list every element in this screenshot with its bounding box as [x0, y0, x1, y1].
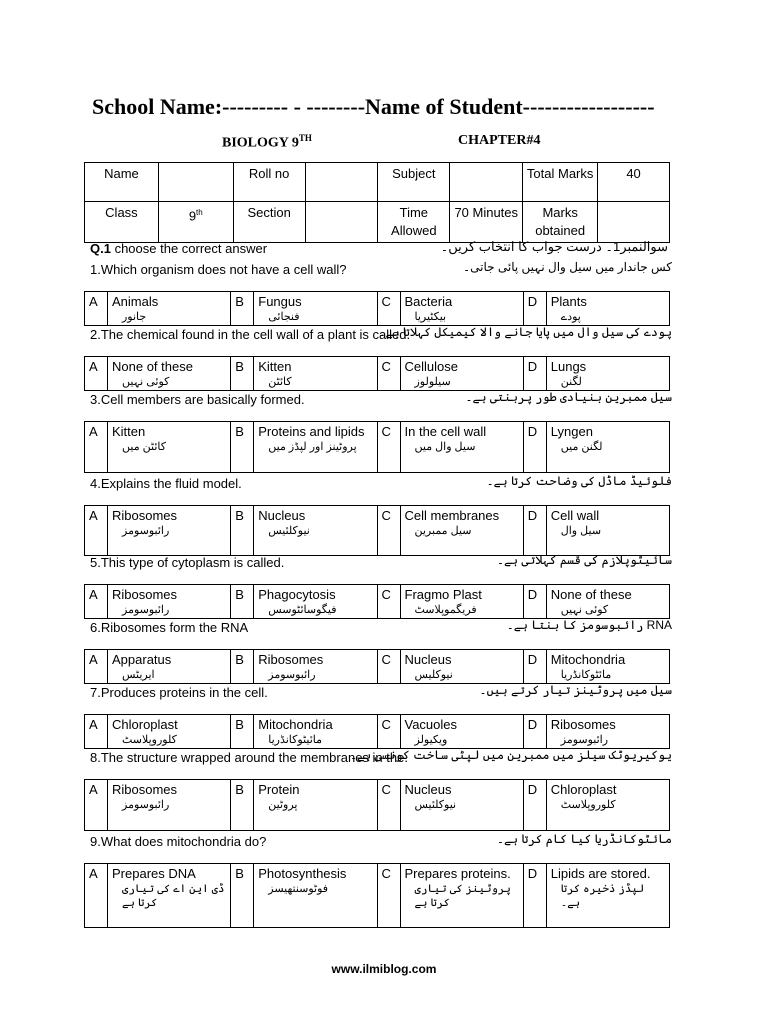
option-english: Kitten — [258, 359, 292, 374]
option-english: Ribosomes — [112, 587, 178, 602]
option-letter: A — [85, 357, 108, 391]
option-english: Apparatus — [112, 652, 172, 667]
instruction-urdu: سوالنمبر1۔ درست جواب کا انتخاب کریں۔ — [440, 239, 668, 254]
question-text: 5.This type of cytoplasm is called. — [90, 555, 285, 570]
option-english: Prepares proteins. — [404, 866, 511, 881]
option-letter: A — [85, 650, 108, 684]
option-urdu: نیوکلئیس — [414, 799, 457, 811]
option-english: Prepares DNA — [112, 866, 196, 881]
class-superscript: th — [196, 208, 203, 217]
question-text: 2.The chemical found in the cell wall of a plant is called. — [90, 327, 411, 342]
question-urdu: RNA رائبوسومز کا بنتا ہے۔ — [506, 618, 672, 632]
option-english: Fungus — [258, 294, 302, 309]
option-english: Lyngen — [550, 424, 593, 439]
question-urdu: یوکیریوٹک سیلز میں ممبرین میں لپٹی ساخت کونسی ہے۔ — [350, 748, 672, 762]
option-urdu: فنجائی — [268, 311, 300, 323]
option-english: Ribosomes — [550, 717, 616, 732]
option-urdu: جانور — [122, 311, 147, 323]
option-letter: B — [231, 422, 254, 473]
option-urdu: نیوکلیس — [414, 669, 453, 681]
option-urdu: پروٹینز اور لپڈز میں — [268, 441, 357, 453]
option-cell[interactable] — [400, 506, 523, 556]
class-value-text: 9 — [188, 208, 197, 224]
option-cell[interactable] — [108, 292, 231, 326]
option-letter: A — [85, 422, 108, 473]
option-cell[interactable] — [400, 715, 523, 749]
option-english: In the cell wall — [404, 424, 487, 439]
option-english: Animals — [112, 294, 159, 309]
option-english: Chloroplast — [112, 717, 178, 732]
option-english: Ribosomes — [258, 652, 324, 667]
marks-obtained-value-cell[interactable] — [598, 202, 670, 243]
name-label: Name — [85, 163, 159, 202]
option-english: Lipids are stored. — [550, 866, 651, 881]
options-table — [84, 584, 670, 619]
option-english: Cell membranes — [404, 508, 500, 523]
question-urdu: مائٹوکانڈریا کیا کام کرتا ہے۔ — [496, 832, 672, 846]
option-english: Lungs — [550, 359, 587, 374]
total-marks-value: 40 — [598, 163, 670, 202]
option-english: Fragmo Plast — [404, 587, 482, 602]
option-urdu: سیل وال — [560, 525, 602, 537]
subject-text: BIOLOGY 9 — [222, 135, 299, 151]
option-english: Kitten — [112, 424, 146, 439]
option-urdu: فیگوسائٹوسس — [268, 604, 337, 616]
option-cell[interactable] — [108, 650, 231, 684]
subject-heading — [222, 133, 312, 152]
option-letter: D — [523, 864, 546, 928]
option-letter: B — [231, 715, 254, 749]
option-english: Chloroplast — [550, 782, 617, 797]
option-cell[interactable] — [108, 357, 231, 391]
option-urdu: پروٹین — [268, 799, 298, 811]
option-letter: B — [231, 506, 254, 556]
option-letter: D — [523, 780, 546, 831]
time-allowed-label: Time Allowed — [378, 202, 450, 243]
options-table — [84, 291, 670, 326]
roll-no-value-cell[interactable] — [305, 163, 378, 202]
student-info-table — [84, 162, 670, 243]
option-cell[interactable] — [108, 585, 231, 619]
option-cell[interactable] — [546, 864, 669, 928]
option-cell[interactable] — [254, 506, 377, 556]
option-cell[interactable] — [400, 422, 523, 473]
option-english: Ribosomes — [112, 782, 178, 797]
option-english: Ribosomes — [112, 508, 178, 523]
option-urdu: رائبوسومز — [268, 669, 316, 681]
option-urdu: لپڈز ذخیرہ کرتا ہے۔ — [560, 883, 645, 909]
option-urdu: کلوروپلاسٹ — [560, 799, 616, 811]
option-english: Cellulose — [404, 359, 458, 374]
option-letter: A — [85, 506, 108, 556]
class-label: Class — [85, 202, 159, 243]
option-english: Proteins and lipids — [258, 424, 365, 439]
option-urdu: پودے — [560, 311, 581, 323]
option-cell[interactable] — [546, 292, 669, 326]
instruction — [90, 241, 267, 256]
marks-obtained-label: Marks obtained — [523, 202, 598, 243]
option-cell[interactable] — [254, 864, 377, 928]
roll-no-label: Roll no — [233, 163, 305, 202]
option-english: None of these — [550, 587, 632, 602]
option-english: Mitochondria — [550, 652, 626, 667]
option-english: Vacuoles — [404, 717, 458, 732]
option-urdu: مائٹوکانڈریا — [560, 669, 612, 681]
option-letter: C — [377, 715, 400, 749]
option-urdu: پروٹینز کی تیاری کرتا ہے — [414, 883, 511, 909]
option-english: Mitochondria — [258, 717, 333, 732]
option-urdu: کائٹن — [268, 376, 292, 388]
option-letter: D — [523, 506, 546, 556]
option-cell[interactable] — [546, 357, 669, 391]
option-letter: A — [85, 864, 108, 928]
footer-url: www.ilmiblog.com — [331, 962, 437, 976]
school-name-line: School Name:--------- - --------Name of Student------------------ — [92, 94, 655, 119]
option-letter: D — [523, 585, 546, 619]
time-allowed-value: 70 Minutes — [450, 202, 523, 243]
option-letter: C — [377, 292, 400, 326]
option-cell[interactable] — [546, 585, 669, 619]
option-urdu: رائبوسومز — [560, 734, 609, 746]
option-letter: A — [85, 292, 108, 326]
option-cell[interactable] — [254, 715, 377, 749]
question-urdu: سیل میں پروٹینز تیار کرتے ہیں۔ — [479, 683, 672, 697]
question-urdu: فلوئیڈ ماڈل کی وضاحت کرتا ہے۔ — [486, 474, 672, 488]
option-cell[interactable] — [400, 357, 523, 391]
option-letter: B — [231, 650, 254, 684]
option-cell[interactable] — [254, 585, 377, 619]
option-letter: C — [377, 422, 400, 473]
option-cell[interactable] — [400, 585, 523, 619]
option-urdu: کائٹن میں — [122, 441, 166, 453]
option-english: Protein — [258, 782, 300, 797]
options-table — [84, 714, 670, 749]
options-table — [84, 863, 670, 928]
options-table — [84, 779, 670, 831]
option-urdu: کوئی نہیں — [122, 376, 170, 388]
option-english: Nucleus — [404, 652, 452, 667]
question-text: 8.The structure wrapped around the membranes in the. — [90, 750, 408, 765]
option-urdu: رائبوسومز — [122, 799, 170, 811]
option-letter: D — [523, 650, 546, 684]
option-cell[interactable] — [108, 864, 231, 928]
question-urdu: سیل ممبرین بنیادی طور پربنتی ہے۔ — [465, 390, 672, 404]
option-letter: A — [85, 585, 108, 619]
option-english: Phagocytosis — [258, 587, 336, 602]
option-urdu: ایریٹس — [122, 669, 155, 681]
option-letter: C — [377, 506, 400, 556]
option-letter: C — [377, 357, 400, 391]
option-letter: A — [85, 715, 108, 749]
question-text: 1.Which organism does not have a cell wall? — [90, 262, 347, 277]
option-urdu: سیل وال میں — [414, 441, 476, 453]
option-urdu: سیلولوز — [414, 376, 451, 388]
total-marks-label: Total Marks — [523, 163, 598, 202]
options-table — [84, 505, 670, 556]
option-cell[interactable] — [546, 780, 669, 831]
instruction-text: choose the correct answer — [110, 241, 268, 256]
option-letter: B — [231, 864, 254, 928]
option-cell[interactable] — [400, 780, 523, 831]
option-cell[interactable] — [108, 715, 231, 749]
option-letter: A — [85, 780, 108, 831]
option-letter: B — [231, 585, 254, 619]
section-label: Section — [233, 202, 305, 243]
option-urdu: کلوروپلاسٹ — [122, 734, 177, 746]
option-cell[interactable] — [108, 506, 231, 556]
option-letter: B — [231, 357, 254, 391]
question-urdu: کس جاندار میں سیل وال نہیں پائی جاتی۔ — [463, 260, 672, 274]
option-urdu: لگنن میں — [560, 441, 603, 453]
option-cell[interactable] — [546, 650, 669, 684]
name-value-cell[interactable] — [158, 163, 233, 202]
option-english: Nucleus — [258, 508, 306, 523]
option-letter: C — [377, 780, 400, 831]
option-cell[interactable] — [108, 422, 231, 473]
option-urdu: فریگموپلاسٹ — [414, 604, 477, 616]
option-letter: C — [377, 650, 400, 684]
option-letter: C — [377, 585, 400, 619]
question-text: 3.Cell members are basically formed. — [90, 392, 305, 407]
options-table — [84, 356, 670, 391]
option-cell[interactable] — [254, 650, 377, 684]
options-table — [84, 649, 670, 684]
subject-label: Subject — [378, 163, 450, 202]
option-cell[interactable] — [546, 506, 669, 556]
class-value — [158, 202, 233, 243]
option-cell[interactable] — [546, 422, 669, 473]
option-english: Bacteria — [404, 294, 453, 309]
option-english: Cell wall — [550, 508, 600, 523]
option-cell[interactable] — [254, 292, 377, 326]
question-text: 4.Explains the fluid model. — [90, 476, 242, 491]
option-urdu: بیکٹیریا — [414, 311, 447, 323]
option-cell[interactable] — [254, 357, 377, 391]
option-urdu: رائبوسومز — [122, 525, 170, 537]
option-cell[interactable] — [254, 780, 377, 831]
question-text: 7.Produces proteins in the cell. — [90, 685, 268, 700]
option-letter: B — [231, 292, 254, 326]
option-cell[interactable] — [546, 715, 669, 749]
options-table — [84, 421, 670, 473]
option-cell[interactable] — [400, 864, 523, 928]
option-urdu: فوٹوسنتھیسز — [268, 883, 329, 895]
option-urdu: مائیٹوکانڈریا — [268, 734, 323, 746]
option-cell[interactable] — [400, 292, 523, 326]
option-letter: D — [523, 422, 546, 473]
option-english: Plants — [550, 294, 587, 309]
option-cell[interactable] — [400, 650, 523, 684]
option-cell[interactable] — [108, 780, 231, 831]
instruction-label: Q.1 — [90, 241, 111, 256]
option-letter: C — [377, 864, 400, 928]
option-urdu: لگنن — [560, 376, 582, 388]
option-urdu: رائبوسومز — [122, 604, 170, 616]
option-letter: D — [523, 292, 546, 326]
option-letter: D — [523, 715, 546, 749]
option-urdu: سیل ممبرین — [414, 525, 472, 537]
option-english: Photosynthesis — [258, 866, 347, 881]
option-urdu: ڈی این اے کی تیاری کرتا ہے — [122, 883, 225, 909]
question-text: 9.What does mitochondria do? — [90, 834, 267, 849]
grade-superscript: TH — [298, 133, 312, 143]
option-urdu: کوئی نہیں — [560, 604, 609, 616]
section-value-cell[interactable] — [305, 202, 378, 243]
option-english: None of these — [112, 359, 193, 374]
option-english: Nucleus — [404, 782, 452, 797]
option-letter: B — [231, 780, 254, 831]
option-letter: D — [523, 357, 546, 391]
option-urdu: نیوکلئیس — [268, 525, 310, 537]
option-urdu: ویکیولز — [414, 734, 448, 746]
question-text: 6.Ribosomes form the RNA — [90, 620, 249, 635]
subject-value-cell[interactable] — [450, 163, 523, 202]
question-urdu: سائیٹوپلازم کی قسم کہلاتی ہے۔ — [496, 553, 672, 567]
question-urdu: پودے کی سیل وال میں پایا جانے والا کیمیکل کہلاتا ہے۔ — [378, 325, 672, 339]
chapter-heading: CHAPTER#4 — [458, 133, 541, 148]
option-cell[interactable] — [254, 422, 377, 473]
